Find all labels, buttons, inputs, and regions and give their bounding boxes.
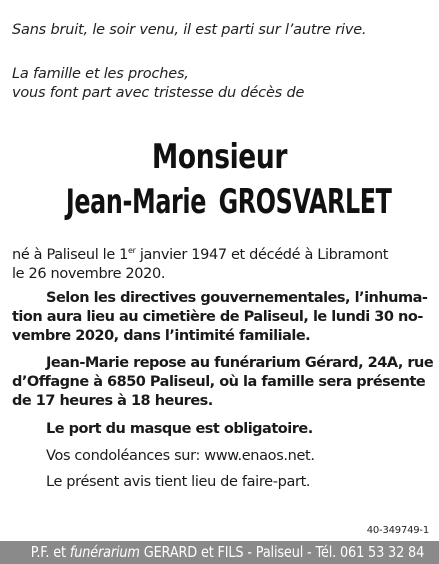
birth-death-line-1: né à Paliseul le 1er janvier 1947 et décédé à Libramont	[12, 246, 389, 263]
intro-quote: Sans bruit, le soir venu, il est parti sur l’autre rive.	[12, 22, 367, 38]
condolences-line: Vos condoléances sur: www.enaos.net.	[46, 448, 315, 464]
funeral-home-paragraph-line-2: d’Offagne à 6850 Paliseul, où la famille sera présente	[12, 374, 426, 390]
mask-notice: Le port du masque est obligatoire.	[46, 421, 313, 437]
intro-family-line: La famille et les proches,	[12, 66, 189, 82]
birth-death-line-2: le 26 novembre 2020.	[12, 266, 166, 282]
intro-announcement-line: vous font part avec tristesse du décès de	[12, 85, 305, 101]
burial-paragraph-line-3: vembre 2020, dans l’intimité familiale.	[12, 328, 311, 344]
deceased-last-name: GROSVARLET	[218, 182, 392, 222]
burial-paragraph-line-1: Selon les directives gouvernementales, l’inhuma-	[46, 290, 428, 306]
deceased-first-name: Jean-Marie	[65, 182, 207, 222]
reference-number: 40-349749-1	[366, 525, 429, 536]
deceased-title: Monsieur	[151, 137, 288, 177]
footer-funeral-home-contact: P.F. et funérarium GERARD et FILS - Paliseul - Tél. 061 53 32 84	[30, 543, 425, 561]
funeral-home-paragraph-line-3: de 17 heures à 18 heures.	[12, 393, 213, 409]
burial-paragraph-line-2: tion aura lieu au cimetière de Paliseul, le lundi 30 no-	[12, 309, 423, 325]
footer-banner	[0, 541, 439, 564]
faire-part-line: Le présent avis tient lieu de faire-part.	[46, 474, 311, 490]
deceased-full-name	[65, 182, 392, 222]
funeral-home-paragraph-line-1: Jean-Marie repose au funérarium Gérard, 24A, rue	[46, 355, 434, 371]
